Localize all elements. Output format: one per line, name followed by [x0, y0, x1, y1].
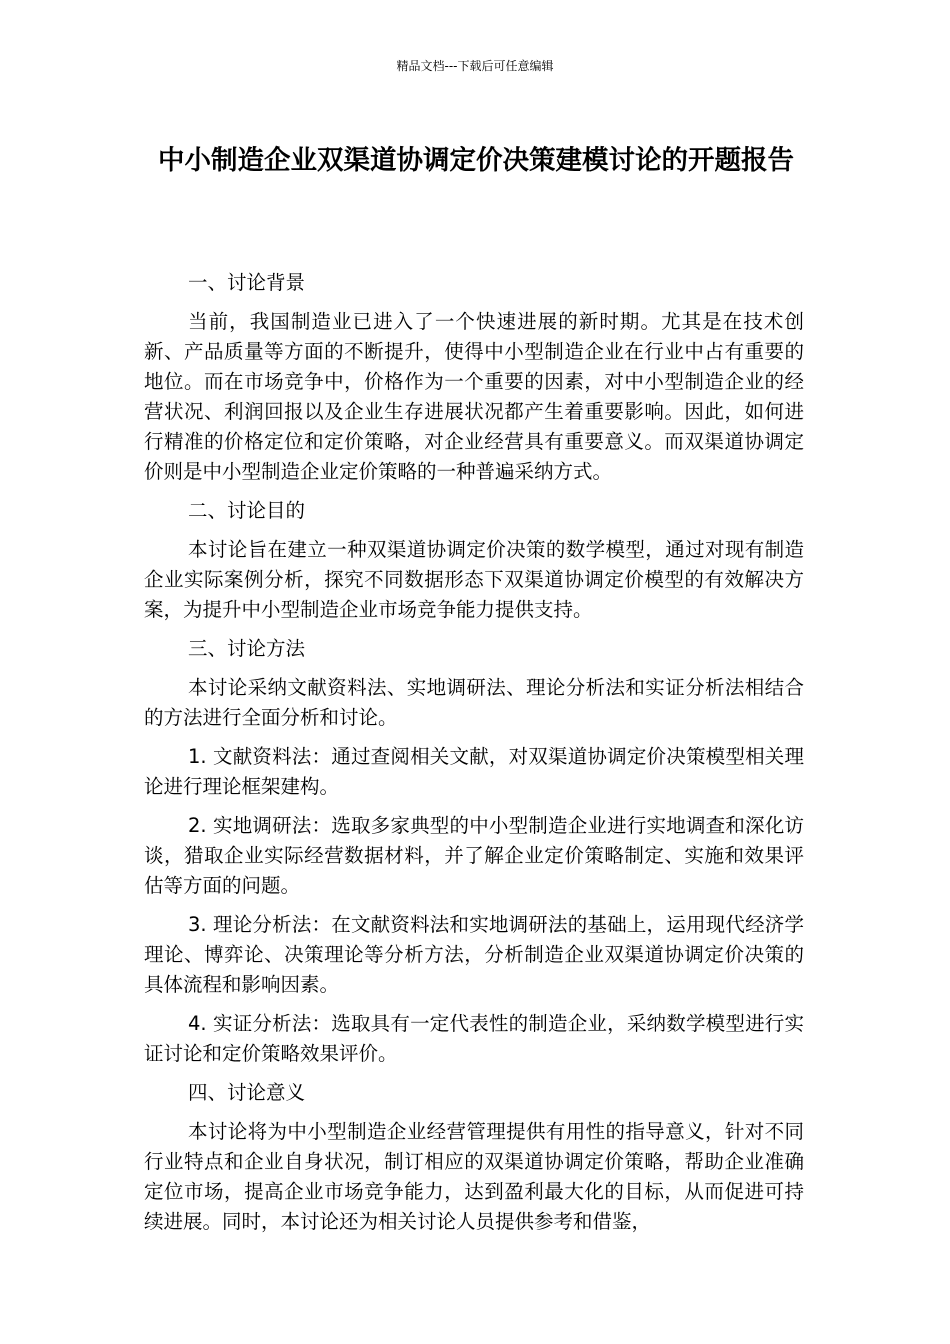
- section-methods: [144, 634, 804, 1069]
- paragraph: 本讨论旨在建立一种双渠道协调定价决策的数学模型，通过对现有制造企业实际案例分析，探究不同数据形态下双渠道协调定价模型的有效解决方案，为提升中小型制造企业市场竞争能力提供支持。: [144, 538, 804, 621]
- section-background: [144, 268, 804, 487]
- section-heading: 二、讨论目的: [188, 499, 306, 522]
- paragraph: 当前，我国制造业已进入了一个快速进展的新时期。尤其是在技术创新、产品质量等方面的不断提升，使得中小型制造企业在行业中占有重要的地位。而在市场竞争中，价格作为一个重要的因素，对中小型制造企业的经营状况、利润回报以及企业生存进展状况都产生着重要影响。因此，如何进行精准的价格定位和定价策略，对企业经营具有重要意义。而双渠道协调定价则是中小型制造企业定价策略的一种普遍采纳方式。: [144, 310, 804, 483]
- method-item-theoretical-analysis: 3. 理论分析法：在文献资料法和实地调研法的基础上，运用现代经济学理论、博弈论、决策理论等分析方法，分析制造企业双渠道协调定价决策的具体流程和影响因素。: [144, 913, 804, 996]
- section-heading: 四、讨论意义: [188, 1081, 306, 1104]
- section-heading: 三、讨论方法: [188, 637, 306, 660]
- document-body: [144, 268, 804, 1246]
- method-item-field-research: 2. 实地调研法：选取多家典型的中小型制造企业进行实地调查和深化访谈，猎取企业实际经营数据材料，并了解企业定价策略制定、实施和效果评估等方面的问题。: [144, 814, 804, 897]
- method-item-literature: 1. 文献资料法：通过查阅相关文献，对双渠道协调定价决策模型相关理论进行理论框架建构。: [144, 745, 804, 798]
- method-item-empirical-analysis: 4. 实证分析法：选取具有一定代表性的制造企业，采纳数学模型进行实证讨论和定价策略效果评价。: [144, 1012, 804, 1065]
- section-heading: 一、讨论背景: [188, 271, 306, 294]
- page-header: 精品文档---下载后可任意编辑: [396, 59, 554, 73]
- paragraph: 本讨论将为中小型制造企业经营管理提供有用性的指导意义，针对不同行业特点和企业自身状况，制订相应的双渠道协调定价策略，帮助企业准确定位市场，提高企业市场竞争能力，达到盈利最大化的目标，从而促进可持续进展。同时，本讨论还为相关讨论人员提供参考和借鉴，: [144, 1120, 804, 1233]
- section-purpose: [144, 496, 804, 625]
- paragraph: 本讨论采纳文献资料法、实地调研法、理论分析法和实证分析法相结合的方法进行全面分析和讨论。: [144, 676, 804, 729]
- document-title: 中小制造企业双渠道协调定价决策建模讨论的开题报告: [158, 145, 794, 176]
- section-significance: [144, 1078, 804, 1237]
